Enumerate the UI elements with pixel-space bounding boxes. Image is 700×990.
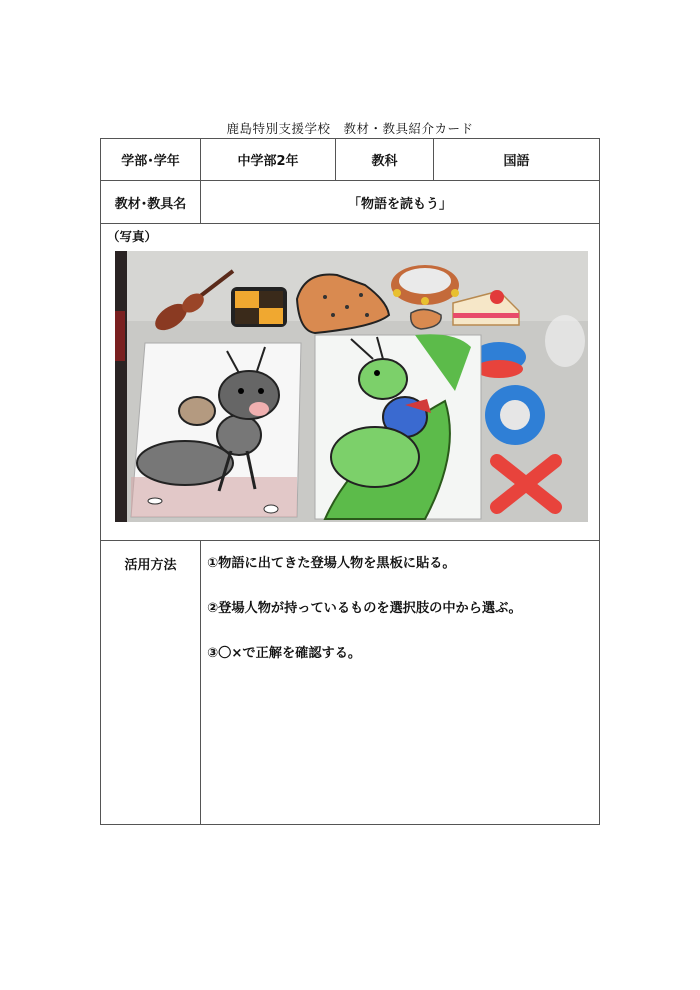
photo-cell <box>101 224 600 541</box>
subject-label: 教科 <box>336 139 434 181</box>
grasshopper-card-icon <box>315 334 481 519</box>
material-label: 教材･教具名 <box>101 181 201 224</box>
subject-value: 国語 <box>434 139 600 181</box>
ant-card-icon <box>131 343 301 517</box>
grade-value: 中学部2年 <box>201 139 336 181</box>
material-photo <box>115 251 588 522</box>
material-card-table <box>100 138 600 825</box>
usage-step: ②登場人物が持っているものを選択肢の中から選ぶ。 <box>207 601 522 616</box>
circle-mark-icon <box>485 385 545 445</box>
grade-label: 学部･学年 <box>101 139 201 181</box>
card-title: 鹿島特別支援学校 教材・教具紹介カード <box>226 121 474 136</box>
cookie-icon <box>231 287 287 327</box>
tambourine-icon <box>391 265 459 305</box>
material-value: 「物語を読もう」 <box>201 181 600 224</box>
usage-step: ③〇×で正解を確認する。 <box>207 646 362 661</box>
photo-label: （写真） <box>107 229 158 244</box>
usage-step: ①物語に出てきた登場人物を黒板に貼る。 <box>207 556 456 571</box>
usage-label: 活用方法 <box>101 541 201 825</box>
usage-steps <box>201 541 600 825</box>
